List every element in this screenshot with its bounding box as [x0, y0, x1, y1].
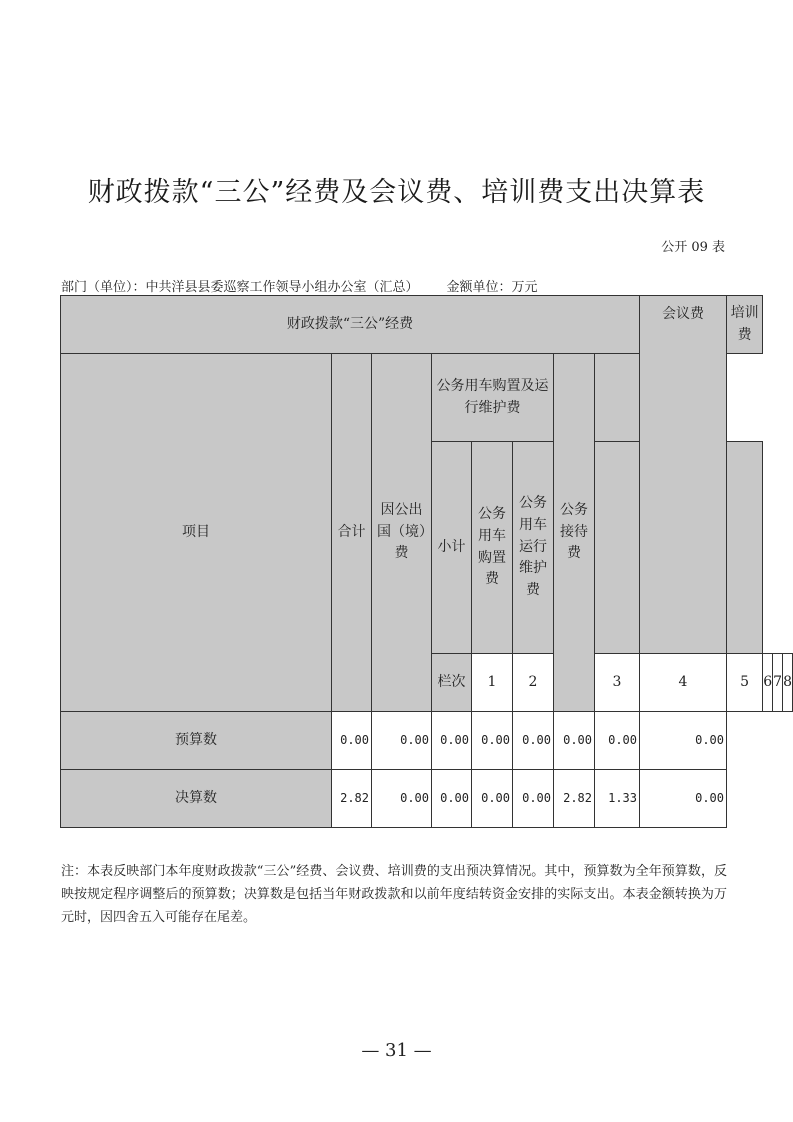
- row-label: 栏次: [432, 654, 472, 712]
- expense-table: [60, 295, 793, 828]
- header-blank-b: [595, 442, 640, 654]
- table-cell: 2.82: [554, 770, 595, 828]
- table-cell: 0.00: [513, 712, 554, 770]
- header-vehicle-run: 公务用车运行维护费: [513, 442, 554, 654]
- table-cell: 0.00: [372, 712, 432, 770]
- header-blank-a: [595, 354, 640, 442]
- form-number: 公开 09 表: [661, 240, 725, 255]
- table-cell: 0.00: [432, 712, 472, 770]
- header-abroad: 因公出国（境）费: [372, 354, 432, 712]
- header-vehicle: 公务用车购置及运行维护费: [432, 354, 554, 442]
- table-cell: 2: [513, 654, 554, 712]
- table-cell: 0.00: [595, 712, 640, 770]
- department-label: 部门（单位）：中共洋县县委巡察工作领导小组办公室（汇总）: [61, 280, 419, 295]
- header-item: 项目: [61, 354, 332, 712]
- table-cell: 0.00: [472, 712, 513, 770]
- table-cell: 0.00: [513, 770, 554, 828]
- table-cell: 5: [727, 654, 763, 712]
- table-cell: 4: [640, 654, 727, 712]
- header-sangong: 财政拨款“三公”经费: [61, 296, 640, 354]
- table-cell: 2.82: [332, 770, 372, 828]
- table-row-budget: [61, 712, 793, 770]
- table-cell: 7: [773, 654, 783, 712]
- table-cell: 0.00: [640, 712, 727, 770]
- header-total: 合计: [332, 354, 372, 712]
- header-training: 培训费: [727, 296, 763, 354]
- page-title: 财政拨款“三公”经费及会议费、培训费支出决算表: [87, 177, 706, 208]
- header-blank-c: [727, 442, 763, 654]
- header-subtotal: 小计: [432, 442, 472, 654]
- unit-label: 金额单位：万元: [446, 280, 538, 295]
- table-cell: 8: [783, 654, 793, 712]
- page-number: — 31 —: [361, 1040, 432, 1061]
- row-label: 决算数: [61, 770, 332, 828]
- row-label: 预算数: [61, 712, 332, 770]
- table-cell: 1.33: [595, 770, 640, 828]
- header-meeting: 会议费: [640, 296, 727, 654]
- footnote: 注：本表反映部门本年度财政拨款“三公”经费、会议费、培训费的支出预决算情况。其中，预算数为全年预算数，反映按规定程序调整后的预算数；决算数是包括当年财政拨款和以前年度结转资金安排的实际支出。本表金额转换为万元时，因四舍五入可能存在尾差。: [61, 864, 727, 925]
- table-cell: 3: [595, 654, 640, 712]
- table-cell: 0.00: [372, 770, 432, 828]
- table-cell: 0.00: [554, 712, 595, 770]
- table-row-final: [61, 770, 793, 828]
- table-cell: 0.00: [640, 770, 727, 828]
- table-cell: 0.00: [332, 712, 372, 770]
- meta-line: [61, 276, 538, 295]
- table-cell: 0.00: [432, 770, 472, 828]
- table-cell: 6: [763, 654, 773, 712]
- table-cell: 0.00: [472, 770, 513, 828]
- header-reception: 公务接待费: [554, 354, 595, 712]
- header-vehicle-purchase: 公务用车购置费: [472, 442, 513, 654]
- table-cell: 1: [472, 654, 513, 712]
